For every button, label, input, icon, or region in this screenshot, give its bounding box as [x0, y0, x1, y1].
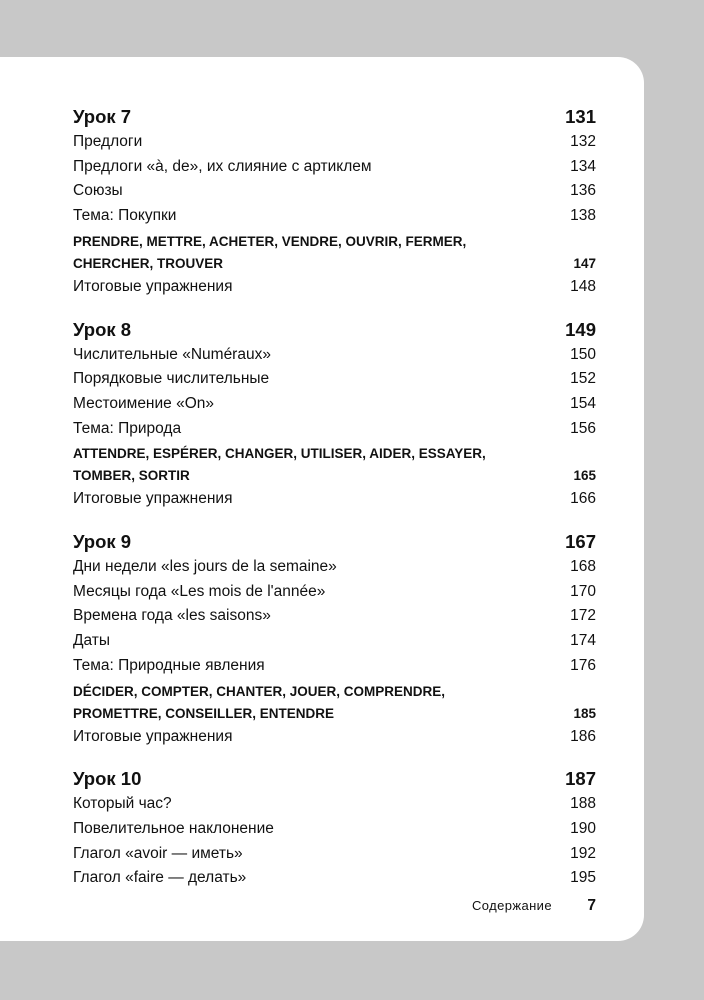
lesson-page-number: 131 [565, 106, 596, 127]
toc-entry-verbs[interactable] [73, 443, 596, 487]
lesson-section [73, 318, 596, 513]
toc-entry-page-number: 148 [570, 277, 596, 295]
toc-entry[interactable] [73, 725, 596, 750]
lesson-page-number: 167 [565, 531, 596, 553]
footer-section-label: Содержание [472, 898, 552, 913]
toc-entry-page-number: 134 [570, 157, 596, 175]
toc-entry[interactable] [73, 842, 596, 867]
toc-entry[interactable] [73, 487, 596, 512]
toc-entry-title: Итоговые упражнения [73, 727, 233, 745]
toc-entry[interactable] [73, 866, 596, 891]
toc-entry[interactable] [73, 417, 596, 442]
toc-entry-title: Даты [73, 632, 111, 650]
toc-entry-page-number: 152 [570, 370, 596, 388]
toc-entry-verbs[interactable] [73, 231, 596, 275]
toc-entry-page-number: 138 [570, 207, 596, 225]
toc-entry-title: Тема: Природа [73, 419, 182, 437]
toc-entry-title: Месяцы года «Les mois de l'année» [73, 582, 326, 600]
footer-page-number: 7 [587, 897, 596, 914]
toc-entry-title: Дни недели «les jours de la semaine» [73, 558, 337, 576]
lesson-title: Урок 10 [73, 768, 142, 790]
toc-entry-title: ATTENDRE, ESPÉRER, CHANGER, UTILISER, AIDER, ESSAYER, TOMBER, SORTIR [73, 446, 486, 484]
toc-entry[interactable] [73, 130, 596, 155]
toc-entry[interactable] [73, 179, 596, 204]
toc-entry[interactable] [73, 204, 596, 229]
toc-entry-title: Числительные «Numéraux» [73, 345, 271, 363]
toc-entry-title: Местоимение «On» [73, 394, 214, 412]
toc-entry-page-number: 156 [570, 419, 596, 437]
toc-entry[interactable] [73, 580, 596, 605]
lesson-heading[interactable] [73, 767, 596, 791]
book-page [0, 57, 644, 941]
toc-entry-title: Предлоги «à, de», их слияние с артиклем [73, 157, 372, 175]
toc-entry-page-number: 147 [573, 255, 596, 271]
lesson-section [73, 767, 596, 891]
toc-entry-title: Который час? [73, 795, 172, 813]
toc-entry-title: PRENDRE, METTRE, ACHETER, VENDRE, OUVRIR, FERMER, CHERCHER, TROUVER [73, 233, 467, 271]
lesson-section [73, 105, 596, 300]
toc-entry-page-number: 174 [570, 632, 596, 650]
toc-entry-page-number: 192 [570, 844, 596, 862]
lesson-page-number: 187 [565, 768, 596, 790]
lesson-heading[interactable] [73, 318, 596, 342]
toc-entry[interactable] [73, 275, 596, 300]
lesson-title: Урок 9 [73, 531, 132, 553]
toc-entry[interactable] [73, 792, 596, 817]
toc-entry-page-number: 186 [570, 727, 596, 745]
toc-entry-page-number: 132 [570, 133, 596, 150]
toc-entry[interactable] [73, 367, 596, 392]
page-footer [472, 897, 596, 915]
toc-entry-page-number: 165 [573, 468, 596, 484]
toc-entry-page-number: 188 [570, 795, 596, 813]
lesson-title: Урок 8 [73, 318, 132, 340]
toc-entry-verbs[interactable] [73, 681, 596, 725]
toc-entry[interactable] [73, 155, 596, 180]
toc-entry-page-number: 166 [570, 490, 596, 508]
toc-entry-page-number: 154 [570, 394, 596, 412]
toc-entry[interactable] [73, 654, 596, 679]
toc-entry-page-number: 195 [570, 869, 596, 887]
toc-entry-page-number: 170 [570, 582, 596, 600]
lesson-section [73, 530, 596, 749]
toc-entry-title: Тема: Природные явления [73, 656, 265, 674]
toc-entry-title: Глагол «faire — делать» [73, 869, 247, 887]
toc-entry-title: Союзы [73, 182, 123, 200]
toc-entry-title: DÉCIDER, COMPTER, CHANTER, JOUER, COMPRENDRE, PROMETTRE, CONSEILLER, ENTENDRE [73, 683, 446, 721]
toc-entry-title: Итоговые упражнения [73, 277, 233, 295]
table-of-contents [73, 105, 596, 909]
toc-entry-page-number: 150 [570, 345, 596, 363]
toc-entry-page-number: 172 [570, 607, 596, 625]
toc-entry-title: Порядковые числительные [73, 370, 270, 388]
toc-entry-page-number: 176 [570, 656, 596, 674]
toc-entry-page-number: 190 [570, 819, 596, 837]
toc-entry[interactable] [73, 343, 596, 368]
lesson-page-number: 149 [565, 318, 596, 340]
toc-entry-title: Глагол «avoir — иметь» [73, 844, 243, 862]
toc-entry-title: Предлоги [73, 133, 143, 150]
toc-entry-page-number: 185 [573, 705, 596, 721]
toc-entry[interactable] [73, 604, 596, 629]
toc-entry[interactable] [73, 629, 596, 654]
toc-entry[interactable] [73, 817, 596, 842]
toc-entry-page-number: 136 [570, 182, 596, 200]
toc-entry-title: Времена года «les saisons» [73, 607, 271, 625]
toc-entry-page-number: 168 [570, 558, 596, 576]
lesson-heading[interactable] [73, 105, 596, 129]
toc-entry-title: Итоговые упражнения [73, 490, 233, 508]
toc-entry-title: Повелительное наклонение [73, 819, 274, 837]
lesson-heading[interactable] [73, 530, 596, 554]
toc-entry[interactable] [73, 392, 596, 417]
toc-entry[interactable] [73, 555, 596, 580]
lesson-title: Урок 7 [73, 106, 132, 127]
toc-entry-title: Тема: Покупки [73, 207, 177, 225]
